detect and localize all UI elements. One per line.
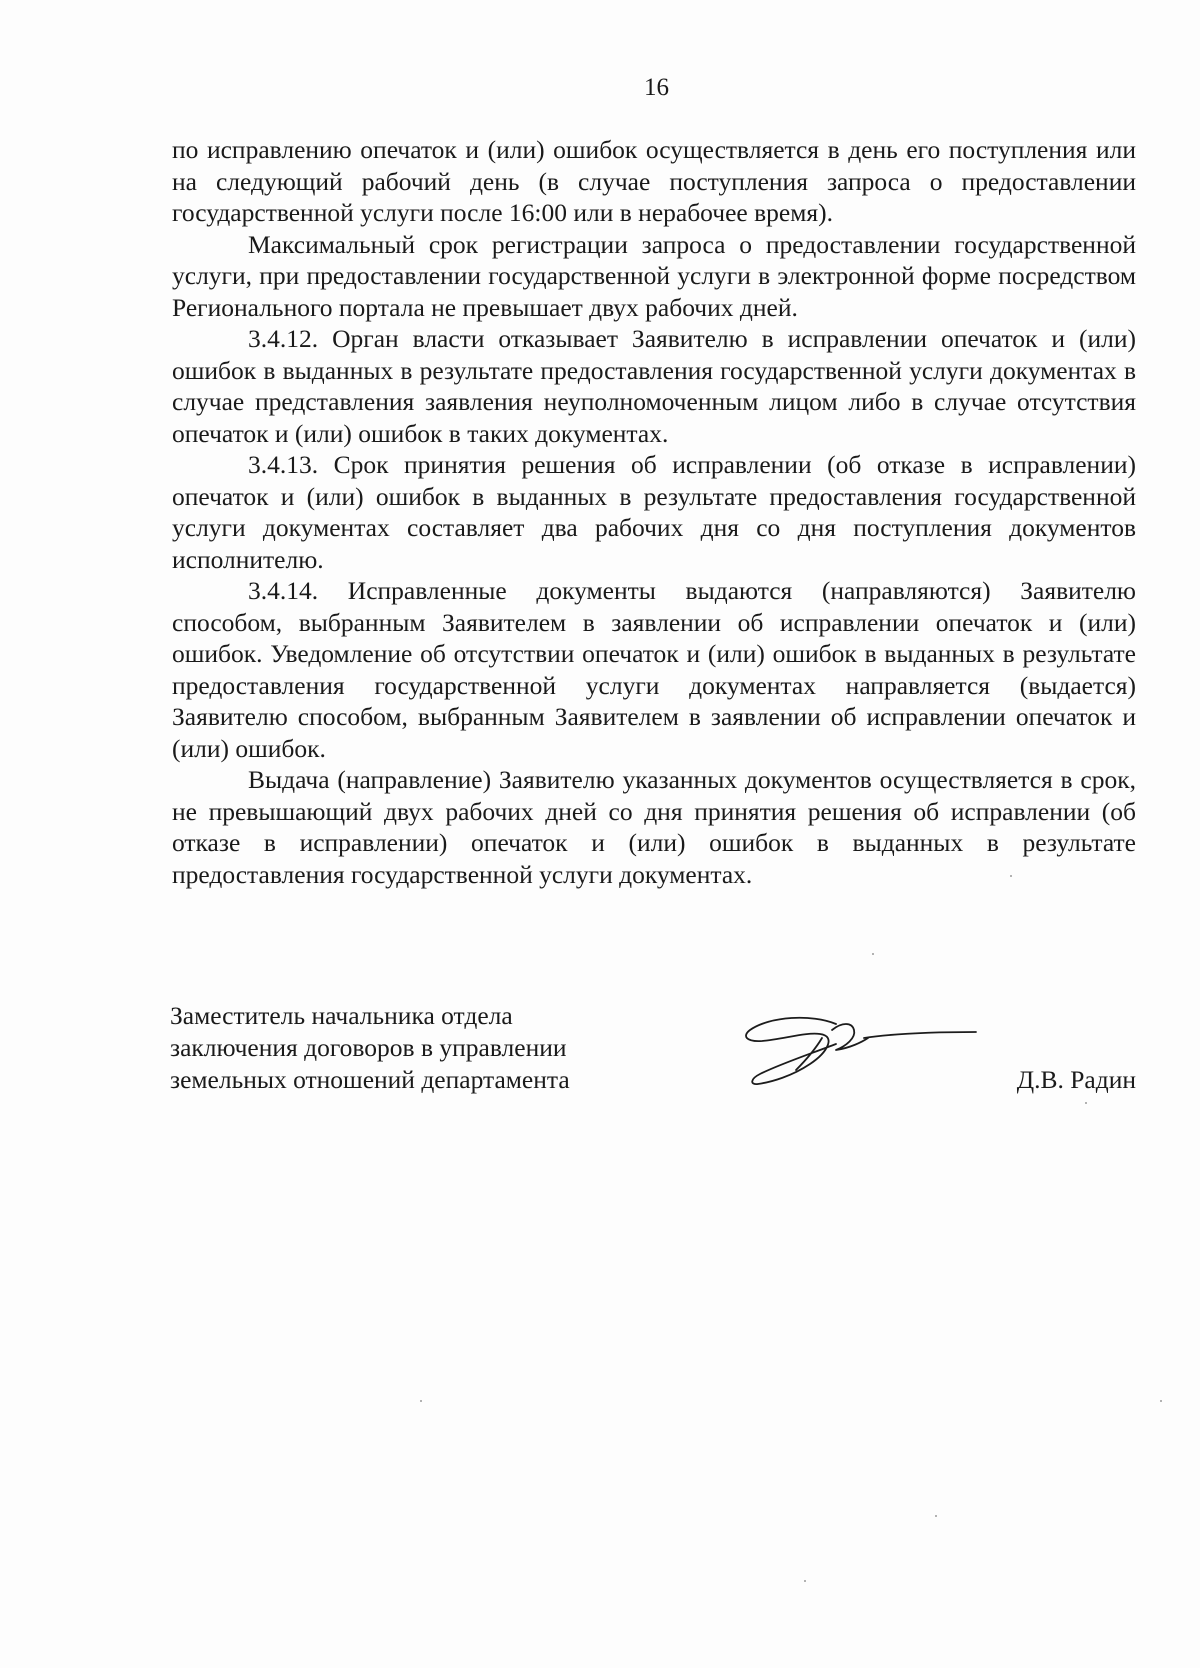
paragraph-continuation: по исправлению опечаток и (или) ошибок осуществляется в день его поступления или на следующий рабочий день (в случае поступления запроса о предоставлении государственной услуги после 16:00 или в нерабочее время). xyxy=(172,135,1136,227)
signer-title-line: Заместитель начальника отдела xyxy=(170,1001,513,1030)
paragraph-3-4-13: 3.4.13. Срок принятия решения об исправлении (об отказе в исправлении) опечаток и (или) ошибок в выданных в результате предоставления государственной услуги документах составляет два рабочих дня со дня поступления документов исполнителю. xyxy=(172,450,1136,574)
signer-title-line: заключения договоров в управлении xyxy=(170,1033,567,1062)
scan-speck xyxy=(1085,1102,1087,1104)
scan-speck xyxy=(420,1400,422,1402)
paragraph-max-registration-term: Максимальный срок регистрации запроса о предоставлении государственной услуги, при предоставлении государственной услуги в электронной форме посредством Регионального портала не превышает двух рабочих дней. xyxy=(172,229,1136,322)
paragraph-3-4-14: 3.4.14. Исправленные документы выдаются (направляются) Заявителю способом, выбранным Заявителем в заявлении об исправлении опечаток и (или) ошибок. Уведомление об отсутствии опечаток и (или) ошибок в выданных в результате предоставления государственной услуги документах направляется (выдается) Заявителю способом, выбранным Заявителем в заявлении об исправлении опечаток и (или) ошибок. xyxy=(172,576,1136,763)
scan-speck xyxy=(935,1515,937,1517)
signer-title-line: земельных отношений департамента xyxy=(170,1065,570,1094)
signer-name: Д.В. Радин xyxy=(1016,1065,1136,1094)
scan-speck xyxy=(1160,1400,1162,1402)
body-text xyxy=(172,134,1136,890)
page-number: 16 xyxy=(644,74,669,101)
handwritten-signature-icon xyxy=(740,1008,980,1092)
scan-speck xyxy=(872,953,874,955)
scan-speck xyxy=(804,1580,806,1582)
scan-speck xyxy=(1010,875,1012,877)
signer-title xyxy=(170,1000,570,1096)
paragraph-issuance-term: Выдача (направление) Заявителю указанных документов осуществляется в срок, не превышающий двух рабочих дней со дня принятия решения об исправлении (об отказе в исправлении) опечаток и (или) ошибок в выданных в результате предоставления государственной услуги документах. xyxy=(172,765,1136,889)
paragraph-3-4-12: 3.4.12. Орган власти отказывает Заявителю в исправлении опечаток и (или) ошибок в выданных в результате предоставления государственной услуги документах в случае представления заявления неуполномоченным лицом либо в случае отсутствия опечаток и (или) ошибок в таких документах. xyxy=(172,324,1136,448)
signature-block xyxy=(170,1000,1136,1110)
